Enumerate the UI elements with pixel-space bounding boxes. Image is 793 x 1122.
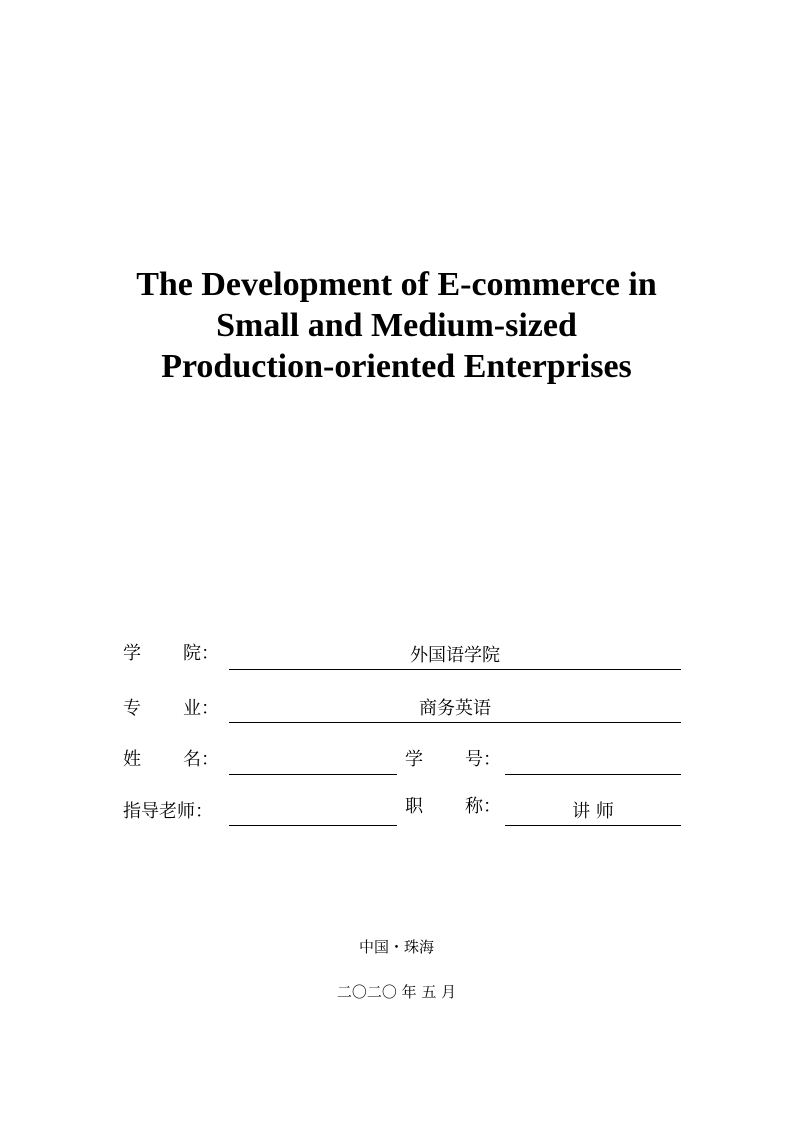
advisor-label: 指导老师： <box>123 801 213 822</box>
student-id-label-char2: 号： <box>465 749 501 770</box>
name-label-char2: 名： <box>183 749 219 770</box>
advisor-field <box>229 799 397 826</box>
date-text: 二〇二〇 年 五 月 <box>336 983 457 1001</box>
name-label-char1: 姓 <box>123 749 141 770</box>
thesis-title <box>60 264 733 387</box>
rank-label-char1: 职 <box>405 796 423 817</box>
major-field: 商务英语 <box>229 696 681 723</box>
name-field <box>229 748 397 775</box>
title-line-1: The Development of E-commerce in <box>136 266 657 303</box>
college-label-char1: 学 <box>123 643 141 664</box>
major-label-char1: 专 <box>123 698 141 719</box>
rank-label-char2: 称： <box>465 796 501 817</box>
title-line-3: Production-oriented Enterprises <box>161 348 632 385</box>
college-field: 外国语学院 <box>229 643 681 670</box>
rank-field: 讲 师 <box>505 799 681 826</box>
place-text: 中国・珠海 <box>358 938 434 956</box>
student-id-label-char1: 学 <box>405 749 423 770</box>
student-id-field <box>505 748 681 775</box>
title-line-2: Small and Medium-sized <box>216 307 577 344</box>
major-label-char2: 业： <box>183 698 219 719</box>
college-label-char2: 院： <box>183 643 219 664</box>
